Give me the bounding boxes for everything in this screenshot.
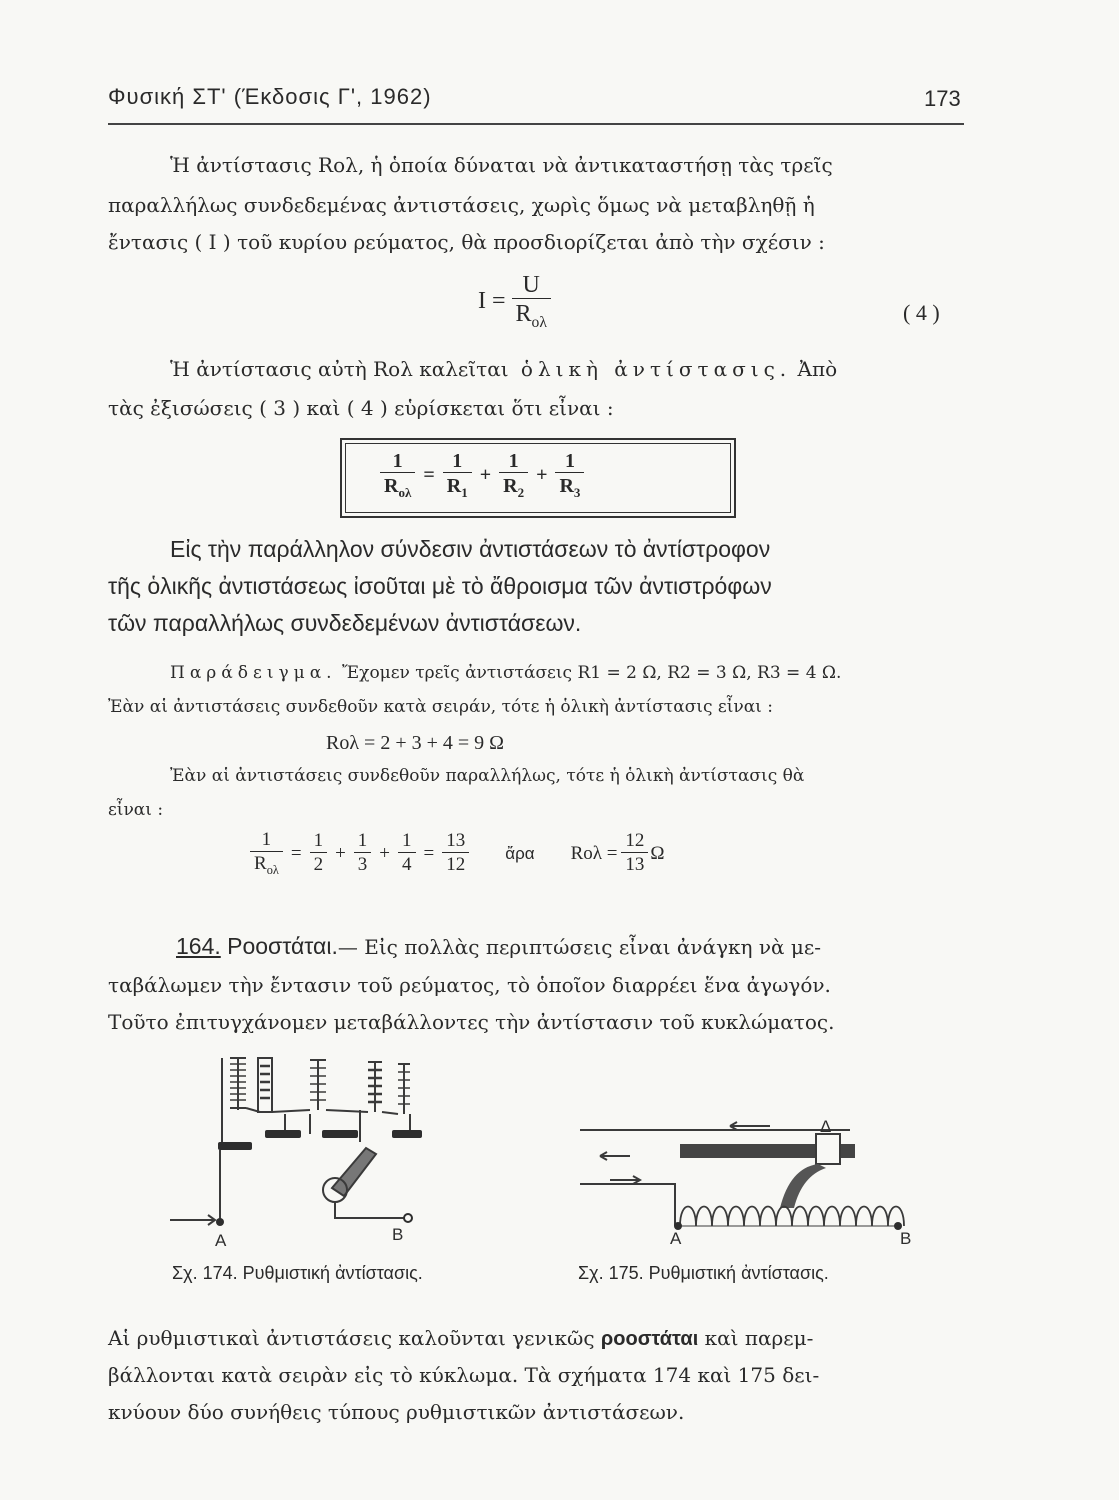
header-rule [108,123,964,125]
section-number: 164. [176,933,221,959]
calc-d13: 13 [621,852,648,876]
total-line-2: τὰς ἐξισώσεις ( 3 ) καὶ ( 4 ) εὑρίσκεται ὅτι εἶναι : [108,396,614,420]
figure-175 [580,1118,920,1248]
total-line-1 [170,357,837,381]
calc-d12: 12 [442,852,469,876]
calc-eq-1: = [290,842,302,864]
calc-d4: 4 [398,852,416,876]
slider-wiper [780,1164,826,1208]
boxed-r2: $R_2$ [499,472,528,500]
fig174-label-b: B [392,1225,404,1244]
example-line-1 [170,663,841,683]
section-164-line-1 [176,933,821,960]
equation-4-denominator: $R_{o\lambda}$ [512,298,551,331]
fig175-label-d: Δ [820,1118,832,1136]
calc-n13: 13 [446,830,466,852]
closing-line-1 [108,1326,813,1351]
contact-stud-3 [322,1130,358,1138]
calc-d3: 3 [354,852,372,876]
fig175-label-b: B [900,1229,912,1248]
rule-line-1: Εἰς τὴν παράλληλον σύνδεσιν ἀντιστάσεων τὸ ἀντίστροφον [170,536,771,562]
closing-line-1a: Αἱ ρυθμιστικαὶ ἀντιστάσεις καλοῦνται γενικῶς [108,1326,595,1350]
coil-3 [310,1060,326,1110]
calc-one-b: 1 [313,830,324,852]
input-arrow [610,1176,640,1184]
section-line-2: ταβάλωμεν τὴν ἔντασιν τοῦ ρεύματος, τὸ ὁποῖον διαρρέει ἕνα ἀγωγόν. [108,973,831,997]
lead-b-wire [335,1202,410,1218]
boxed-formula [340,438,736,518]
boxed-one-d: 1 [564,450,575,472]
boxed-r3: $R_3$ [555,472,584,500]
closing-bold-term: ροοστάται [600,1328,699,1350]
figure-174-caption: Σχ. 174. Ρυθμιστική ἀντίστασις. [172,1263,423,1283]
calc-one-c: 1 [357,830,368,852]
section-text-1: — Εἰς πολλὰς περιπτώσεις εἶναι ἀνάγκη νὰ με- [337,935,822,959]
figure-174 [160,1050,500,1250]
slider-arm [332,1148,376,1196]
calc-plus-2: + [379,842,391,864]
boxed-one-b: 1 [452,450,463,472]
intro-line-1: Ἡ ἀντίστασις Rολ, ἡ ὁποία δύναται νὰ ἀντικαταστήσῃ τὰς τρεῖς [170,153,833,177]
coil-1 [230,1058,246,1110]
parallel-calculation [250,830,665,877]
contact-stud-1 [218,1142,252,1150]
terminal-b [404,1214,412,1222]
intro-line-2: παραλλήλως συνδεδεμένας ἀντιστάσεις, χωρὶς ὅμως νὰ μεταβληθῇ ἡ [108,193,815,217]
calc-n12: 12 [625,830,645,852]
rule-line-2: τῆς ὁλικῆς ἀντιστάσεως ἰσοῦται μὲ τὸ ἄθροισμα τῶν ἀντιστρόφων [108,573,772,599]
section-title: Ροοστάται. [227,933,338,959]
closing-line-3: κνύουν δύο συνήθεις τύπους ρυθμιστικῶν ἀντιστάσεων. [108,1400,685,1424]
calc-ara: ἄρα [505,843,535,863]
total-term: ὁλικὴ ἀντίστασις. [520,357,792,381]
equation-4-label: ( 4 ) [903,300,940,325]
boxed-equals: = [423,463,435,486]
boxed-plus-1: + [479,463,492,486]
equation-4-lhs: I = [478,288,506,315]
closing-line-1b: καὶ παρεμ- [704,1326,814,1350]
calc-eq-2: = [423,842,435,864]
input-wire [580,1184,675,1226]
example-line-3: Ἐὰν αἱ ἀντιστάσεις συνδεθοῦν παραλλήλως, τότε ἡ ὁλικὴ ἀντίστασις θὰ [170,766,805,786]
equation-4-numerator: U [522,272,540,298]
terminal-a [216,1218,224,1226]
running-title: Φυσική ΣΤ' (Έκδοσις Γ', 1962) [108,84,432,109]
closing-line-2: βάλλονται κατὰ σειρὰν εἰς τὸ κύκλωμα. Τὰ σχήματα 174 καὶ 175 δει- [108,1363,820,1387]
section-line-3: Τοῦτο ἐπιτυγχάνομεν μεταβάλλοντες τὴν ἀντίστασιν τοῦ κυκλώματος. [108,1010,835,1034]
calc-d2: 2 [310,852,328,876]
equation-4 [478,272,551,331]
example-line-2: Ἐὰν αἱ ἀντιστάσεις συνδεθοῦν κατὰ σειράν, τότε ἡ ὁλικὴ ἀντίστασις εἶναι : [108,697,773,717]
rule-line-3: τῶν παραλλήλως συνδεδεμένων ἀντιστάσεων. [108,610,582,636]
calc-one-a: 1 [261,829,272,850]
calc-one-d: 1 [402,830,412,852]
calc-r-total: $R_{o\lambda}$ [250,851,283,877]
contact-stud-2 [265,1130,301,1138]
example-line-4: εἶναι : [108,800,164,820]
resistance-coil [680,1207,904,1227]
boxed-r1: $R_1$ [443,472,472,500]
page-number: 173 [924,86,961,111]
fig175-label-a: A [670,1229,682,1248]
total-line-1b: Ἀπὸ [797,357,838,381]
intro-line-3: ἔντασις ( I ) τοῦ κυρίου ρεύματος, θὰ προσδιορίζεται ἀπὸ τὴν σχέσιν : [108,230,825,254]
coil-2 [258,1058,272,1112]
example-text-1: Ἔχομεν τρεῖς ἀντιστάσεις R1 = 2 Ω, R2 = 3 Ω, R3 = 4 Ω. [342,663,842,683]
example-label: Παράδειγμα. [170,663,337,683]
calc-rol-eq: Rολ = [570,842,618,864]
left-current-arrow [600,1152,630,1160]
total-line-1a: Ἡ ἀντίστασις αὐτὴ Rολ καλεῖται [170,357,509,381]
boxed-r-total: $R_{o\lambda}$ [380,472,415,500]
fig174-label-a: A [215,1231,227,1250]
series-equation: Rολ = 2 + 3 + 4 = 9 Ω [326,732,505,754]
boxed-plus-2: + [536,463,548,486]
boxed-one-a: 1 [392,450,403,472]
figure-175-caption: Σχ. 175. Ρυθμιστική ἀντίστασις. [578,1263,829,1283]
contact-stud-4 [392,1130,422,1138]
slider-contact [816,1134,840,1164]
coil-4 [368,1062,410,1114]
calc-plus-1: + [335,842,346,864]
calc-omega: Ω [650,842,665,864]
rail-current-arrow [730,1122,770,1130]
boxed-one-c: 1 [508,450,519,472]
